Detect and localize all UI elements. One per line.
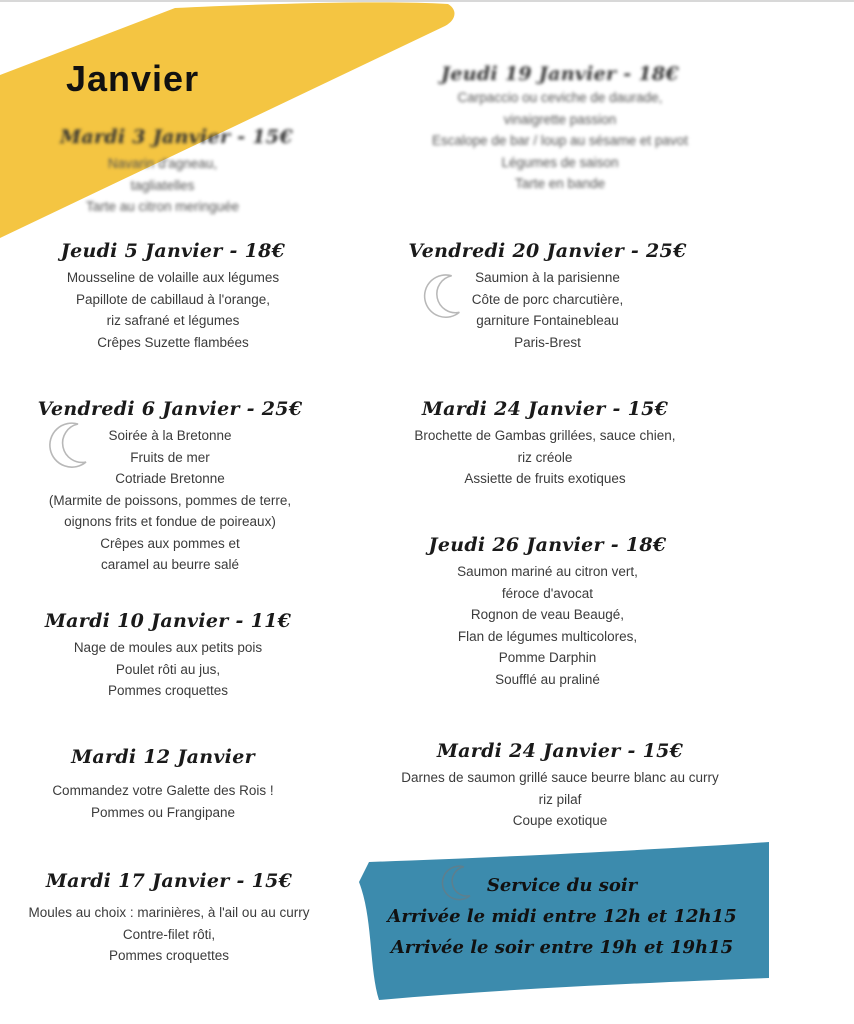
menu-item: (Marmite de poissons, pommes de terre, xyxy=(48,492,292,508)
menu-jeudi-5 xyxy=(28,240,318,353)
menu-mardi-17 xyxy=(4,870,334,967)
service-title: Service du soir xyxy=(486,875,638,896)
menu-title: Mardi 10 Janvier - 11€ xyxy=(44,610,292,632)
menu-item: Fruits de mer xyxy=(130,449,210,465)
menu-item: Commandez votre Galette des Rois ! xyxy=(52,783,274,798)
menu-mardi-24-b xyxy=(370,740,750,832)
menu-vendredi-20 xyxy=(405,240,690,353)
menu-item: Nage de moules aux petits pois xyxy=(73,640,263,655)
menu-vendredi-6 xyxy=(10,398,330,576)
menu-jeudi-19 xyxy=(400,63,720,195)
menu-mardi-10 xyxy=(28,610,308,702)
menu-jeudi-26 xyxy=(410,534,685,690)
menu-title: Mardi 24 Janvier - 15€ xyxy=(421,398,669,420)
menu-item: Légumes de saison xyxy=(501,154,619,170)
menu-mardi-24-a xyxy=(395,398,695,490)
menu-title: Mardi 17 Janvier - 15€ xyxy=(45,870,293,892)
menu-item: Flan de légumes multicolores, xyxy=(457,628,638,644)
service-evening-arrival: Arrivée le soir entre 19h et 19h15 xyxy=(390,937,734,958)
menu-title: Jeudi 19 Janvier - 18€ xyxy=(441,63,679,85)
menu-item: garniture Fontainebleau xyxy=(476,313,619,328)
menu-item: tagliatelles xyxy=(130,177,195,193)
menu-item: Papillote de cabillaud à l'orange, xyxy=(76,291,270,307)
menu-item: riz créole xyxy=(517,449,573,465)
menu-item: Coupe exotique xyxy=(512,813,608,828)
menu-item: Navarin d'agneau, xyxy=(107,156,218,171)
service-info xyxy=(372,870,752,963)
page-title: Janvier xyxy=(66,58,200,99)
menu-item: Carpaccio ou ceviche de daurade, xyxy=(457,90,663,105)
menu-item: Saumion à la parisienne xyxy=(475,270,620,285)
menu-title: Jeudi 26 Janvier - 18€ xyxy=(428,534,667,556)
menu-item: Paris-Brest xyxy=(514,334,581,350)
menu-item: Crêpes Suzette flambées xyxy=(97,334,249,350)
menu-item: Mousseline de volaille aux légumes xyxy=(66,270,280,285)
menu-item: Rognon de veau Beaugé, xyxy=(470,607,625,622)
menu-item: Soirée à la Bretonne xyxy=(108,428,232,443)
menu-item: vinaigrette passion xyxy=(503,111,617,127)
menu-title: Vendredi 6 Janvier - 25€ xyxy=(37,398,303,420)
menu-item: Pomme Darphin xyxy=(498,650,597,665)
menu-item: Poulet rôti au jus, xyxy=(115,661,221,677)
menu-title: Vendredi 20 Janvier - 25€ xyxy=(408,240,687,262)
menu-item: Crêpes aux pommes et xyxy=(100,535,240,551)
menu-item: Pommes croquettes xyxy=(108,948,230,963)
menu-item: Tarte au citron meringuée xyxy=(85,199,240,214)
menu-item: Côte de porc charcutière, xyxy=(471,291,624,307)
menu-item: riz safrané et légumes xyxy=(106,313,240,328)
menu-title: Mardi 24 Janvier - 15€ xyxy=(436,740,684,762)
menu-item: Cotriade Bretonne xyxy=(115,471,225,486)
menu-title: Mardi 3 Janvier - 15€ xyxy=(60,126,293,148)
menu-mardi-3 xyxy=(60,126,293,218)
menu-mardi-12 xyxy=(18,746,308,823)
menu-item: Pommes croquettes xyxy=(107,683,229,698)
menu-item: caramel au beurre salé xyxy=(100,557,240,572)
menu-title: Jeudi 5 Janvier - 18€ xyxy=(60,240,286,262)
service-midday-arrival: Arrivée le midi entre 12h et 12h15 xyxy=(387,906,737,927)
menu-title: Mardi 12 Janvier xyxy=(71,746,255,768)
menu-item: Pommes ou Frangipane xyxy=(90,804,236,820)
menu-item: oignons frits et fondue de poireaux) xyxy=(64,514,276,529)
menu-item: féroce d'avocat xyxy=(501,585,594,601)
menu-item: riz pilaf xyxy=(538,791,582,807)
menu-item: Moules au choix : marinières, à l'ail ou au curry xyxy=(28,905,310,920)
menu-item: Soufflé au praliné xyxy=(495,671,600,687)
menu-item: Escalope de bar / loup au sésame et pavot xyxy=(432,133,688,148)
menu-item: Tarte en bande xyxy=(514,176,606,191)
menu-item: Contre-filet rôti, xyxy=(122,926,216,942)
menu-item: Brochette de Gambas grillées, sauce chien, xyxy=(414,428,676,443)
menu-item: Darnes de saumon grillé sauce beurre blanc au curry xyxy=(401,770,719,785)
menu-item: Saumon mariné au citron vert, xyxy=(457,564,638,579)
menu-item: Assiette de fruits exotiques xyxy=(464,471,626,486)
